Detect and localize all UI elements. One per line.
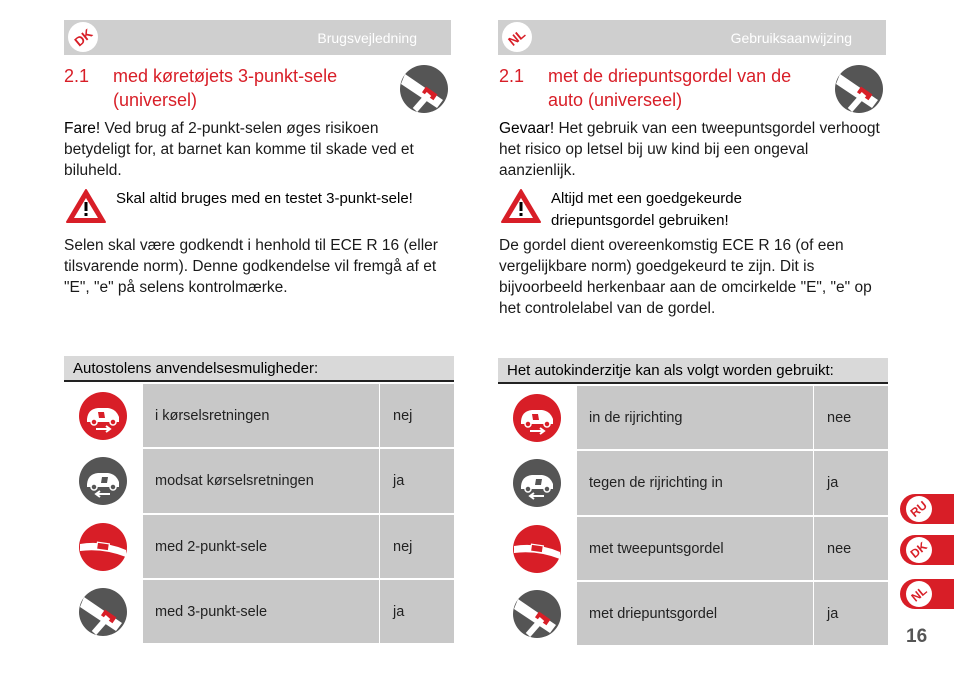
usage-table-nl [498, 358, 888, 648]
lap-belt-icon [512, 524, 562, 574]
warning-text-nl: Altijd met een goedgekeurde driepuntsgordel gebruiken! [551, 190, 742, 229]
danger-word-dk: Fare! [64, 120, 101, 137]
language-badge-nl: NL [502, 22, 532, 52]
side-tab-dk[interactable]: DK [900, 535, 954, 565]
car-forward-icon [512, 393, 562, 443]
three-point-belt-icon [399, 64, 449, 114]
warning-text-dk: Skal altid bruges med en testet 3-punkt-sele! [116, 190, 413, 207]
table-header-dk: Autostolens anvendelsesmuligheder: [64, 356, 454, 382]
language-badge-dk: DK [68, 22, 98, 52]
table-row: i kørselsretningen nej [64, 384, 454, 448]
table-row: met driepuntsgordel ja [498, 582, 888, 646]
intro-paragraph-dk: Fare! Ved brug af 2-punkt-selen øges risikoen betydeligt for, at barnet kan komme til skade ved et biluheld. [64, 120, 414, 179]
usage-table-dk [64, 356, 454, 646]
car-rearward-icon [512, 458, 562, 508]
section-heading-dk: 2.1 med køretøjets 3-punkt-sele (universel) [64, 66, 338, 110]
car-rearward-icon [78, 456, 128, 506]
three-point-belt-icon [834, 64, 884, 114]
intro-paragraph-nl: Gevaar! Het gebruik van een tweepuntsgordel verhoogt het risico op letsel bij uw kind bij een ongeval aanzienlijk. [499, 120, 880, 179]
table-row: med 2-punkt-sele nej [64, 515, 454, 579]
three-point-belt-icon [512, 589, 562, 639]
warning-triangle-icon [65, 188, 107, 224]
table-row: in de rijrichting nee [498, 386, 888, 450]
side-tab-ru[interactable]: RU [900, 494, 954, 524]
body-paragraph-dk: Selen skal være godkendt i henhold til ECE R 16 (eller tilsvarende norm). Denne godkendelse vil fremgå af et "E", "e" på selens kontrolmærke. [64, 237, 438, 296]
side-tab-nl[interactable]: NL [900, 579, 954, 609]
table-row: tegen de rijrichting in ja [498, 451, 888, 516]
three-point-belt-icon [78, 587, 128, 637]
table-header-nl: Het autokinderzitje kan als volgt worden gebruikt: [498, 358, 888, 384]
warning-box-dk [65, 188, 435, 232]
danger-word-nl: Gevaar! [499, 120, 555, 137]
table-row: modsat kørselsretningen ja [64, 449, 454, 514]
table-row: met tweepuntsgordel nee [498, 517, 888, 581]
body-paragraph-nl: De gordel dient overeenkomstig ECE R 16 (of een vergelijkbare norm) goedgekeurd te zijn. Dit is bijvoorbeeld herkenbaar aan de omcirkelde "E", "e" op het controlelabel van de gordel. [499, 237, 872, 317]
table-row: med 3-punkt-sele ja [64, 580, 454, 644]
header-title-nl: Gebruiksaanwijzing [730, 30, 852, 46]
car-forward-icon [78, 391, 128, 441]
warning-triangle-icon [500, 188, 542, 224]
header-bar-nl [498, 20, 886, 55]
section-heading-nl: 2.1 met de driepuntsgordel van de auto (universeel) [499, 66, 792, 110]
lap-belt-icon [78, 522, 128, 572]
warning-box-nl [500, 188, 880, 232]
page-number: 16 [906, 626, 928, 647]
header-title-dk: Brugsvejledning [317, 30, 417, 46]
header-bar-dk [64, 20, 451, 55]
